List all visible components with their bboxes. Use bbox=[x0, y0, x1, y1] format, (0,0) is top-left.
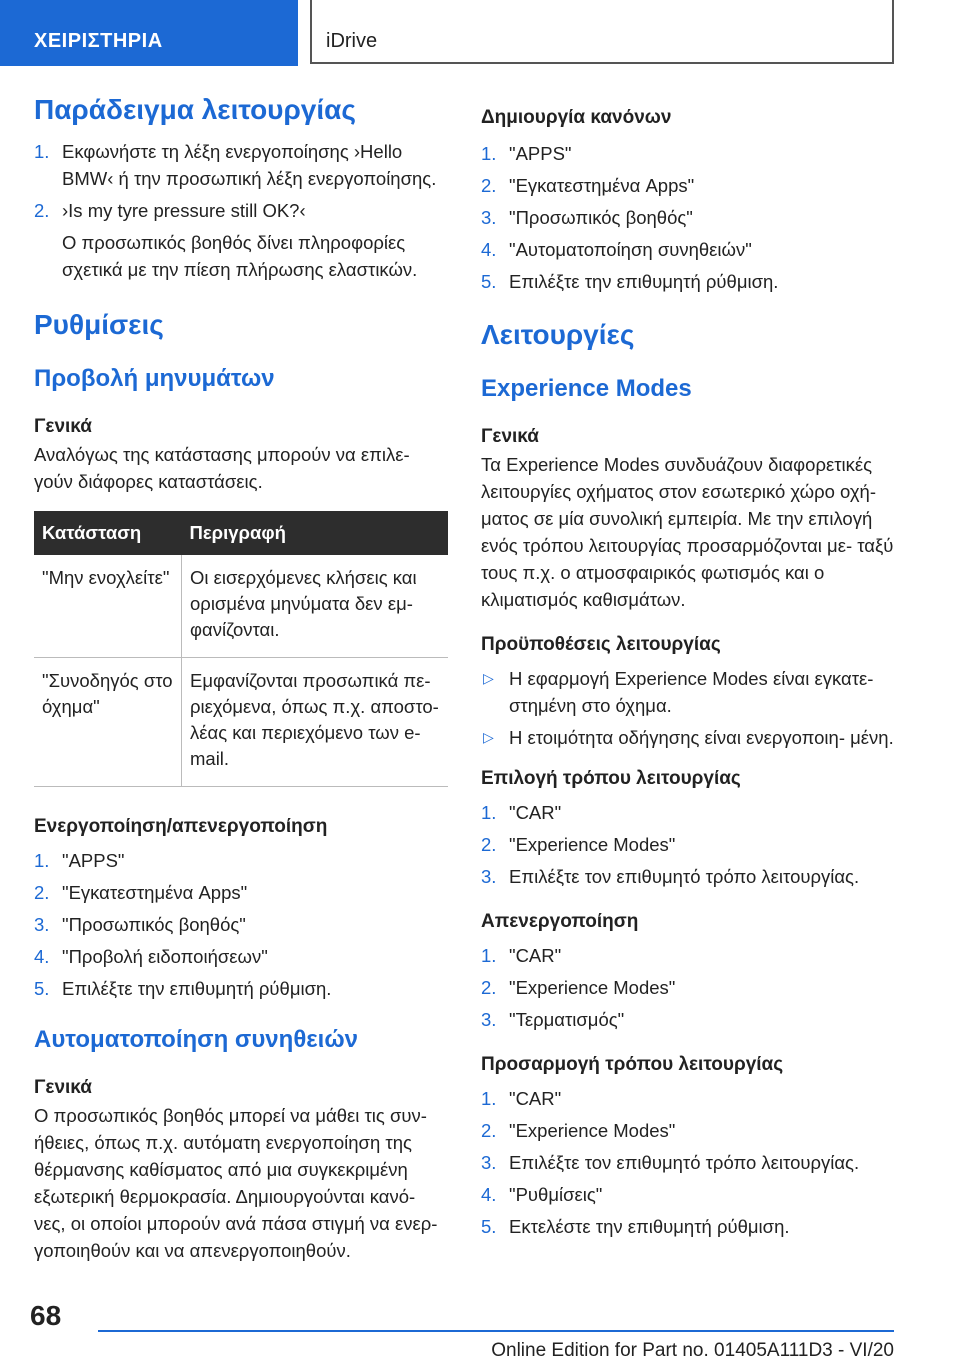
messages-heading: Προβολή μηνυμάτων bbox=[34, 365, 275, 392]
edition-text: Online Edition for Part no. 01405A111D3 - VI/20 bbox=[491, 1340, 894, 1361]
select-mode-heading: Επιλογή τρόπου λειτουργίας bbox=[481, 768, 741, 789]
list-item bbox=[34, 911, 448, 938]
example-steps bbox=[34, 138, 448, 224]
prereq-list bbox=[481, 665, 895, 751]
list-item bbox=[481, 724, 895, 751]
list-item bbox=[481, 799, 895, 826]
habits-general-label: Γενικά bbox=[34, 1077, 92, 1098]
list-item bbox=[481, 204, 895, 231]
list-number: 1. bbox=[481, 802, 497, 823]
list-text: Εκτελέστε την επιθυμητή ρύθμιση. bbox=[509, 1216, 790, 1237]
list-text: "CAR" bbox=[509, 945, 562, 966]
table-row bbox=[34, 658, 448, 787]
list-item bbox=[34, 197, 448, 224]
list-item bbox=[481, 1085, 895, 1112]
list-item bbox=[481, 236, 895, 263]
list-text: "CAR" bbox=[509, 802, 562, 823]
footer-divider bbox=[98, 1330, 894, 1332]
habits-text: Ο προσωπικός βοηθός μπορεί να μάθει τις συν- ήθειες, όπως π.χ. αυτόματη ενεργοποίηση της θέρμανσης καθίσματος από μια συγκεκριμένη εξωτερική θερμοκρασία. Δημιουργούνται κανό- νες, οι οποίοι μπορούν ανά πάσα στιγμή να ενερ- γοποιηθούν και να απενεργοποιηθούν. bbox=[34, 1105, 438, 1261]
list-text: "Experience Modes" bbox=[509, 977, 676, 998]
list-number: 1. bbox=[34, 850, 50, 871]
list-number: 2. bbox=[34, 882, 50, 903]
list-item bbox=[34, 847, 448, 874]
list-text: "Προσωπικός βοηθός" bbox=[62, 914, 246, 935]
list-item bbox=[481, 1181, 895, 1208]
activation-steps bbox=[34, 847, 448, 1002]
select-mode-steps bbox=[481, 799, 895, 890]
prereq-heading: Προϋποθέσεις λειτουργίας bbox=[481, 634, 721, 655]
list-number: 1. bbox=[481, 143, 497, 164]
list-item bbox=[481, 1006, 895, 1033]
list-text: Επιλέξτε την επιθυμητή ρύθμιση. bbox=[62, 978, 332, 999]
experience-heading: Experience Modes bbox=[481, 375, 692, 402]
list-text: "Τερματισμός" bbox=[509, 1009, 625, 1030]
list-number: 2. bbox=[481, 1120, 497, 1141]
list-text: Επιλέξτε την επιθυμητή ρύθμιση. bbox=[509, 271, 779, 292]
list-item bbox=[481, 942, 895, 969]
list-item bbox=[481, 831, 895, 858]
list-item bbox=[481, 268, 895, 295]
list-text: "Εγκατεστημένα Apps" bbox=[62, 882, 248, 903]
list-number: 3. bbox=[481, 866, 497, 887]
chapter-tab bbox=[310, 0, 894, 64]
list-number: 4. bbox=[481, 1184, 497, 1205]
triangle-bullet-icon: ▷ bbox=[483, 670, 494, 686]
list-text: "Ρυθμίσεις" bbox=[509, 1184, 603, 1205]
list-text: Επιλέξτε τον επιθυμητό τρόπο λειτουργίας. bbox=[509, 1152, 860, 1173]
list-item bbox=[34, 138, 448, 192]
right-column bbox=[481, 104, 895, 1245]
list-item bbox=[481, 1213, 895, 1240]
list-text: Εκφωνήστε τη λέξη ενεργοποίησης ›Hello BMW‹ ή την προσωπική λέξη ενεργοποίησης. bbox=[62, 141, 437, 189]
list-number: 3. bbox=[34, 914, 50, 935]
table-row bbox=[34, 555, 448, 658]
list-text: Η ετοιμότητα οδήγησης είναι ενεργοποιη- μένη. bbox=[509, 727, 894, 748]
list-item bbox=[481, 974, 895, 1001]
section-tab bbox=[0, 0, 298, 66]
list-number: 3. bbox=[481, 1009, 497, 1030]
list-text: "CAR" bbox=[509, 1088, 562, 1109]
rules-heading: Δημιουργία κανόνων bbox=[481, 107, 672, 128]
list-number: 2. bbox=[481, 834, 497, 855]
list-number: 1. bbox=[481, 1088, 497, 1109]
list-number: 4. bbox=[481, 239, 497, 260]
example-heading: Παράδειγμα λειτουργίας bbox=[34, 94, 356, 125]
adjust-mode-steps bbox=[481, 1085, 895, 1240]
list-text: Επιλέξτε τον επιθυμητό τρόπο λειτουργίας. bbox=[509, 866, 860, 887]
activation-heading: Ενεργοποίηση/απενεργοποίηση bbox=[34, 816, 328, 837]
list-text: "APPS" bbox=[62, 850, 125, 871]
messages-general-label: Γενικά bbox=[34, 416, 92, 437]
list-number: 2. bbox=[34, 200, 50, 221]
habits-heading: Αυτοματοποίηση συνηθειών bbox=[34, 1026, 358, 1053]
chapter-title: iDrive bbox=[326, 30, 378, 52]
table-header-state: Κατάσταση bbox=[34, 511, 182, 555]
table-cell-state: "Μην ενοχλείτε" bbox=[34, 555, 182, 658]
list-item bbox=[481, 863, 895, 890]
list-number: 3. bbox=[481, 1152, 497, 1173]
list-number: 1. bbox=[481, 945, 497, 966]
list-item bbox=[481, 172, 895, 199]
list-item bbox=[34, 975, 448, 1002]
list-number: 2. bbox=[481, 175, 497, 196]
list-text: "APPS" bbox=[509, 143, 572, 164]
status-table bbox=[34, 511, 448, 787]
example-step2-note: Ο προσωπικός βοηθός δίνει πληροφορίες σχετικά με την πίεση πλήρωσης ελαστικών. bbox=[62, 232, 418, 280]
list-text: ›Is my tyre pressure still OK?‹ bbox=[62, 200, 306, 221]
list-text: Η εφαρμογή Experience Modes είναι εγκατε- στημένη στο όχημα. bbox=[509, 668, 874, 716]
list-number: 5. bbox=[481, 1216, 497, 1237]
list-text: "Προσωπικός βοηθός" bbox=[509, 207, 693, 228]
list-item bbox=[481, 665, 895, 719]
list-text: "Experience Modes" bbox=[509, 1120, 676, 1141]
list-item bbox=[481, 140, 895, 167]
table-header-description: Περιγραφή bbox=[182, 511, 449, 555]
list-item bbox=[481, 1149, 895, 1176]
list-text: "Προβολή ειδοποιήσεων" bbox=[62, 946, 268, 967]
settings-heading: Ρυθμίσεις bbox=[34, 309, 164, 340]
experience-general-label: Γενικά bbox=[481, 426, 539, 447]
list-text: "Αυτοματοποίηση συνηθειών" bbox=[509, 239, 752, 260]
page-number: 68 bbox=[30, 1300, 62, 1331]
table-cell-description: Οι εισερχόμενες κλήσεις και ορισμένα μηνύματα δεν εμ- φανίζονται. bbox=[182, 555, 449, 658]
list-item bbox=[34, 879, 448, 906]
deactivate-steps bbox=[481, 942, 895, 1033]
list-number: 2. bbox=[481, 977, 497, 998]
section-title: ΧΕΙΡΙΣΤΗΡΙΑ bbox=[34, 30, 163, 52]
adjust-mode-heading: Προσαρμογή τρόπου λειτουργίας bbox=[481, 1054, 784, 1075]
list-number: 5. bbox=[34, 978, 50, 999]
list-number: 5. bbox=[481, 271, 497, 292]
table-cell-state: "Συνοδηγός στο όχημα" bbox=[34, 658, 182, 787]
rules-steps bbox=[481, 140, 895, 295]
list-text: "Εγκατεστημένα Apps" bbox=[509, 175, 695, 196]
triangle-bullet-icon: ▷ bbox=[483, 729, 494, 745]
list-number: 4. bbox=[34, 946, 50, 967]
list-number: 1. bbox=[34, 141, 50, 162]
list-item bbox=[34, 943, 448, 970]
messages-general-text: Αναλόγως της κατάστασης μπορούν να επιλε- γούν διάφορες καταστάσεις. bbox=[34, 444, 410, 492]
deactivate-heading: Απενεργοποίηση bbox=[481, 911, 639, 932]
experience-text: Τα Experience Modes συνδυάζουν διαφορετικές λειτουργίες οχήματος στον εσωτερικό χώρο οχή- ματος σε μία συνολική εμπειρία. Με την επιλογή ενός τρόπου λειτουργίας προσαρμόζονται με- ταξύ τους π.χ. ο ατμοσφαιρικός φωτισμός και ο κλιματισμός καθισμάτων. bbox=[481, 454, 894, 610]
table-cell-description: Εμφανίζονται προσωπικά πε- ριεχόμενα, όπως π.χ. αποστο- λέας και περιεχόμενο των e-mail. bbox=[182, 658, 449, 787]
list-number: 3. bbox=[481, 207, 497, 228]
table-header-row bbox=[34, 511, 448, 555]
list-item bbox=[481, 1117, 895, 1144]
functions-heading: Λειτουργίες bbox=[481, 319, 635, 350]
list-text: "Experience Modes" bbox=[509, 834, 676, 855]
left-column bbox=[34, 92, 448, 1264]
